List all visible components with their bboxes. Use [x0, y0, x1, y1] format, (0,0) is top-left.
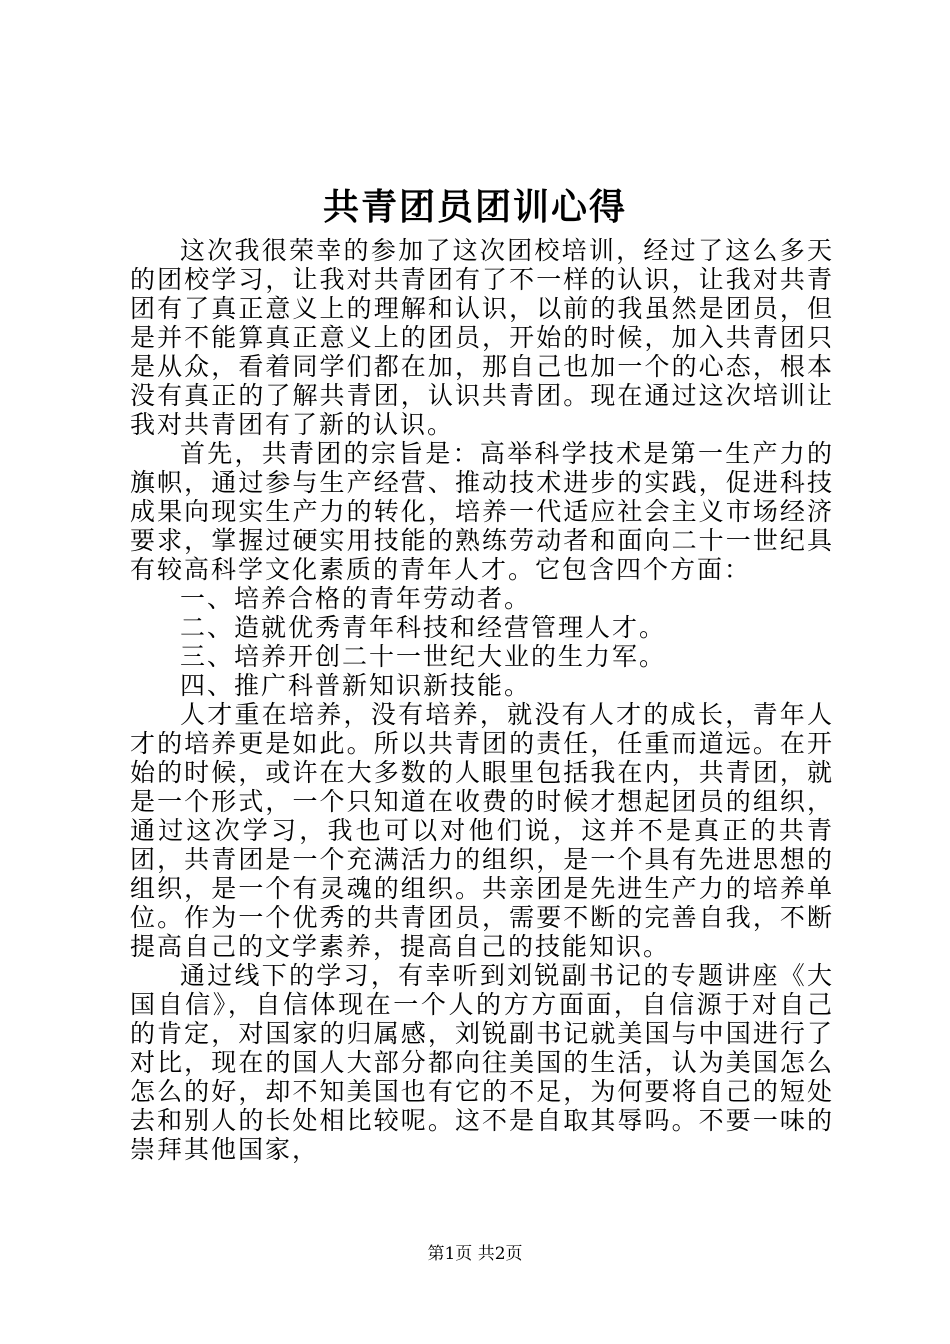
page-title: 共青团员团训心得 [322, 187, 627, 228]
page-footer: 第1页 共2页 [427, 1244, 523, 1264]
list-item: 四、推广科普新知识新技能。 [180, 671, 532, 700]
paragraph: 首先，共青团的宗旨是：高举科学技术是第一生产力的旗帜，通过参与生产经营、推动技术进步的实践，促进科技成果向现实生产力的转化，培养一代适应社会主义市场经济要求，掌握过硬实用技能的熟练劳动者和面向二十一世纪具有较高科学文化素质的青年人才。它包含四个方面： [130, 439, 834, 584]
list-item: 一、培养合格的青年劳动者。 [180, 584, 532, 613]
paragraph: 这次我很荣幸的参加了这次团校培训，经过了这么多天的团校学习，让我对共青团有了不一样的认识，让我对共青团有了真正意义上的理解和认识，以前的我虽然是团员，但是并不能算真正意义上的团员，开始的时候，加入共青团只是从众，看着同学们都在加，那自己也加一个的心态，根本没有真正的了解共青团，认识共青团。现在通过这次培训让我对共青团有了新的认识。 [130, 236, 834, 439]
document-body [130, 236, 834, 1164]
paragraph: 通过线下的学习，有幸听到刘锐副书记的专题讲座《大国自信》，自信体现在一个人的方方面面，自信源于对自己的肯定，对国家的归属感，刘锐副书记就美国与中国进行了对比，现在的国人大部分都向往美国的生活，认为美国怎么怎么的好，却不知美国也有它的不足，为何要将自己的短处去和别人的长处相比较呢。这不是自取其辱吗。不要一味的崇拜其他国家， [130, 961, 834, 1164]
paragraph: 人才重在培养，没有培养，就没有人才的成长，青年人才的培养更是如此。所以共青团的责任，任重而道远。在开始的时候，或许在大多数的人眼里包括我在内，共青团，就是一个形式，一个只知道在收费的时候才想起团员的组织，通过这次学习，我也可以对他们说，这并不是真正的共青团，共青团是一个充满活力的组织，是一个具有先进思想的组织，是一个有灵魂的组织。共亲团是先进生产力的培养单位。作为一个优秀的共青团员，需要不断的完善自我，不断提高自己的文学素养，提高自己的技能知识。 [130, 700, 834, 961]
list-item: 三、培养开创二十一世纪大业的生力军。 [180, 642, 667, 671]
list-item: 二、造就优秀青年科技和经营管理人才。 [180, 613, 667, 642]
